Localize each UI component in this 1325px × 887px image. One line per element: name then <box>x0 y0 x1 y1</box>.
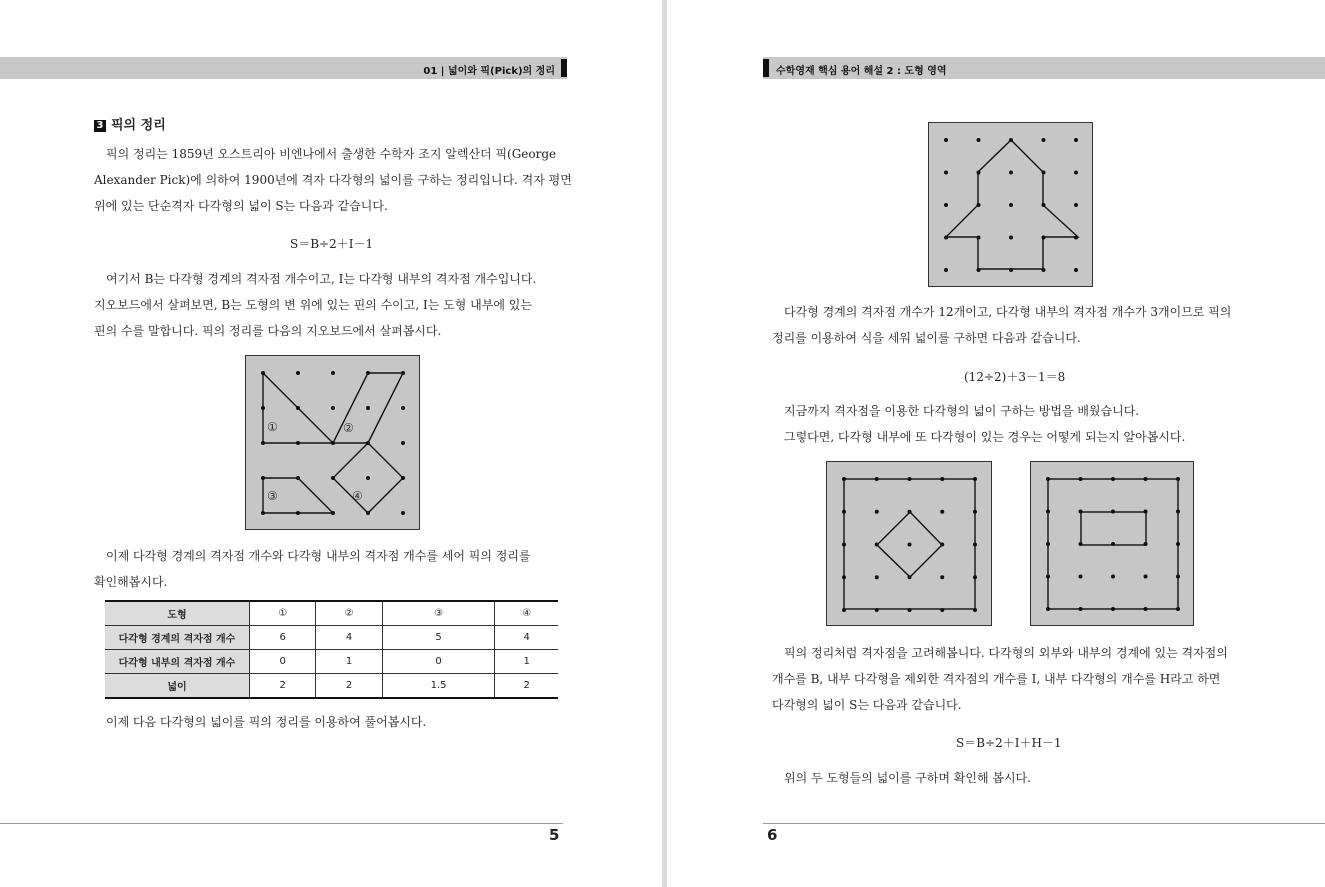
pick-theorem-table <box>105 600 558 699</box>
table-header-cell: ① <box>250 601 316 626</box>
geoboard-peg <box>944 268 948 272</box>
geoboard-peg <box>331 371 335 375</box>
geoboard-peg <box>1042 138 1046 142</box>
paragraph-line: 정리를 이용하여 식을 세워 넓이를 구하면 다음과 같습니다. <box>772 331 1081 345</box>
geoboard-nested-diamond <box>826 461 992 626</box>
paragraph-line: 여기서 B는 다각형 경계의 격자점 개수이고, I는 다각형 내부의 격자점 개수입니다. <box>106 272 537 286</box>
table-header-cell: ④ <box>495 601 558 626</box>
shape-label-2: ② <box>343 421 354 435</box>
geoboard-peg <box>366 406 370 410</box>
geoboard-peg <box>1079 575 1083 579</box>
table-cell: 6 <box>250 626 316 650</box>
paragraph-line: 그렇다면, 다각형 내부에 또 다각형이 있는 경우는 어떻게 되는지 알아봅시다. <box>784 430 1186 444</box>
paragraph-line: 확인해봅시다. <box>94 575 168 589</box>
footer-rule <box>0 823 563 824</box>
geoboard-peg <box>401 511 405 515</box>
geoboard-peg <box>908 543 912 547</box>
table-cell: 4 <box>316 626 382 650</box>
running-header <box>0 57 567 79</box>
shape-label-3: ③ <box>267 489 278 503</box>
geoboard-arrow-shape <box>928 122 1093 287</box>
row-label: 넓이 <box>105 674 250 699</box>
geoboard-peg <box>296 371 300 375</box>
table-header-cell: ② <box>316 601 382 626</box>
paragraph-line: 개수를 B, 내부 다각형을 제외한 격자점의 개수를 I, 내부 다각형의 개수를 H라고 하면 <box>772 672 1221 686</box>
pick-calculation: (12÷2)＋3－1＝8 <box>964 370 1066 384</box>
paragraph-line: 픽의 정리는 1859년 오스트리아 비엔나에서 출생한 수학자 조지 알렉산더 픽(George <box>106 147 557 161</box>
row-label: 다각형 경계의 격자점 개수 <box>105 626 250 650</box>
running-header <box>763 57 1325 79</box>
geoboard-peg <box>944 138 948 142</box>
geoboard-peg <box>1009 203 1013 207</box>
header-marker <box>763 59 769 77</box>
paragraph-line: 다각형의 넓이 S는 다음과 같습니다. <box>772 698 962 712</box>
extended-pick-formula: S＝B÷2＋I＋H－1 <box>956 736 1062 750</box>
geoboard-peg <box>944 203 948 207</box>
geoboard-peg <box>1144 575 1148 579</box>
paragraph-line: 이제 다각형 경계의 격자점 개수와 다각형 내부의 격자점 개수를 세어 픽의 정리를 <box>106 549 531 563</box>
table-cell: 5 <box>382 626 495 650</box>
geoboard-peg <box>1074 138 1078 142</box>
table-cell: 2 <box>495 674 558 699</box>
row-label: 다각형 내부의 격자점 개수 <box>105 650 250 674</box>
table-row <box>105 650 558 674</box>
table-cell: 4 <box>495 626 558 650</box>
paragraph-line: 위의 두 도형들의 넓이를 구하며 확인해 봅시다. <box>784 771 1031 785</box>
geoboard-peg <box>401 406 405 410</box>
paragraph-line: 위에 있는 단순격자 다각형의 넓이 S는 다음과 같습니다. <box>94 199 388 213</box>
geoboard-peg <box>366 476 370 480</box>
table-row <box>105 626 558 650</box>
table-header-cell: ③ <box>382 601 495 626</box>
table-cell: 0 <box>250 650 316 674</box>
shape-label-1: ① <box>267 420 278 434</box>
table-cell: 1.5 <box>382 674 495 699</box>
section-title-text: 픽의 정리 <box>111 118 166 133</box>
geoboard-peg <box>940 575 944 579</box>
left-page <box>0 0 662 887</box>
geoboard-nested-rectangle <box>1030 461 1194 626</box>
table-cell: 2 <box>250 674 316 699</box>
shape-label-4: ④ <box>352 489 363 503</box>
table-cell: 1 <box>495 650 558 674</box>
geoboard-peg <box>1074 203 1078 207</box>
geoboard-peg <box>1009 236 1013 240</box>
right-page <box>667 0 1325 887</box>
running-header-text: 01 | 넓이와 픽(Pick)의 정리 <box>423 66 555 77</box>
geoboard-peg <box>875 575 879 579</box>
header-marker <box>561 59 567 77</box>
geoboard-peg <box>940 510 944 514</box>
paragraph-line: 핀의 수를 말합니다. 픽의 정리를 다음의 지오보드에서 살펴봅시다. <box>94 324 442 338</box>
paragraph-line: 지오보드에서 살펴보면, B는 도형의 변 위에 있는 핀의 수이고, I는 도형 내부에 있는 <box>94 298 532 312</box>
paragraph-line: 다각형 경계의 격자점 개수가 12개이고, 다각형 내부의 격자점 개수가 3개이므로 픽의 <box>784 305 1232 319</box>
section-title <box>94 114 166 133</box>
geoboard-peg <box>977 138 981 142</box>
table-header-row <box>105 601 558 626</box>
geoboard-peg <box>875 510 879 514</box>
table-header-cell: 도형 <box>105 601 250 626</box>
page-number: 6 <box>767 826 778 844</box>
geoboard-peg <box>1074 171 1078 175</box>
geoboard-peg <box>944 171 948 175</box>
footer-rule <box>763 823 1325 824</box>
table-cell: 0 <box>382 650 495 674</box>
page-number: 5 <box>549 826 560 844</box>
table-cell: 2 <box>316 674 382 699</box>
geoboard-peg <box>401 441 405 445</box>
pick-formula: S＝B÷2＋I－1 <box>290 237 374 251</box>
table-cell: 1 <box>316 650 382 674</box>
running-header-text: 수학영재 핵심 용어 해설 2 : 도형 영역 <box>776 66 947 77</box>
paragraph-line: 지금까지 격자점을 이용한 다각형의 넓이 구하는 방법을 배웠습니다. <box>784 404 1140 418</box>
paragraph-line: 픽의 정리처럼 격자점을 고려해봅니다. 다각형의 외부와 내부의 경계에 있는 격자점의 <box>784 646 1228 660</box>
geoboard-peg <box>1074 268 1078 272</box>
section-number: 3 <box>94 120 106 132</box>
geoboard-peg <box>1111 575 1115 579</box>
paragraph-line: Alexander Pick)에 의하여 1900년에 격자 다각형의 넓이를 구하는 정리입니다. 격자 평면 <box>94 173 572 187</box>
geoboard-peg <box>1009 171 1013 175</box>
geoboard-four-shapes <box>245 355 420 530</box>
geoboard-peg <box>331 406 335 410</box>
paragraph-line: 이제 다음 다각형의 넓이를 픽의 정리를 이용하여 풀어봅시다. <box>106 715 427 729</box>
table-row <box>105 674 558 699</box>
